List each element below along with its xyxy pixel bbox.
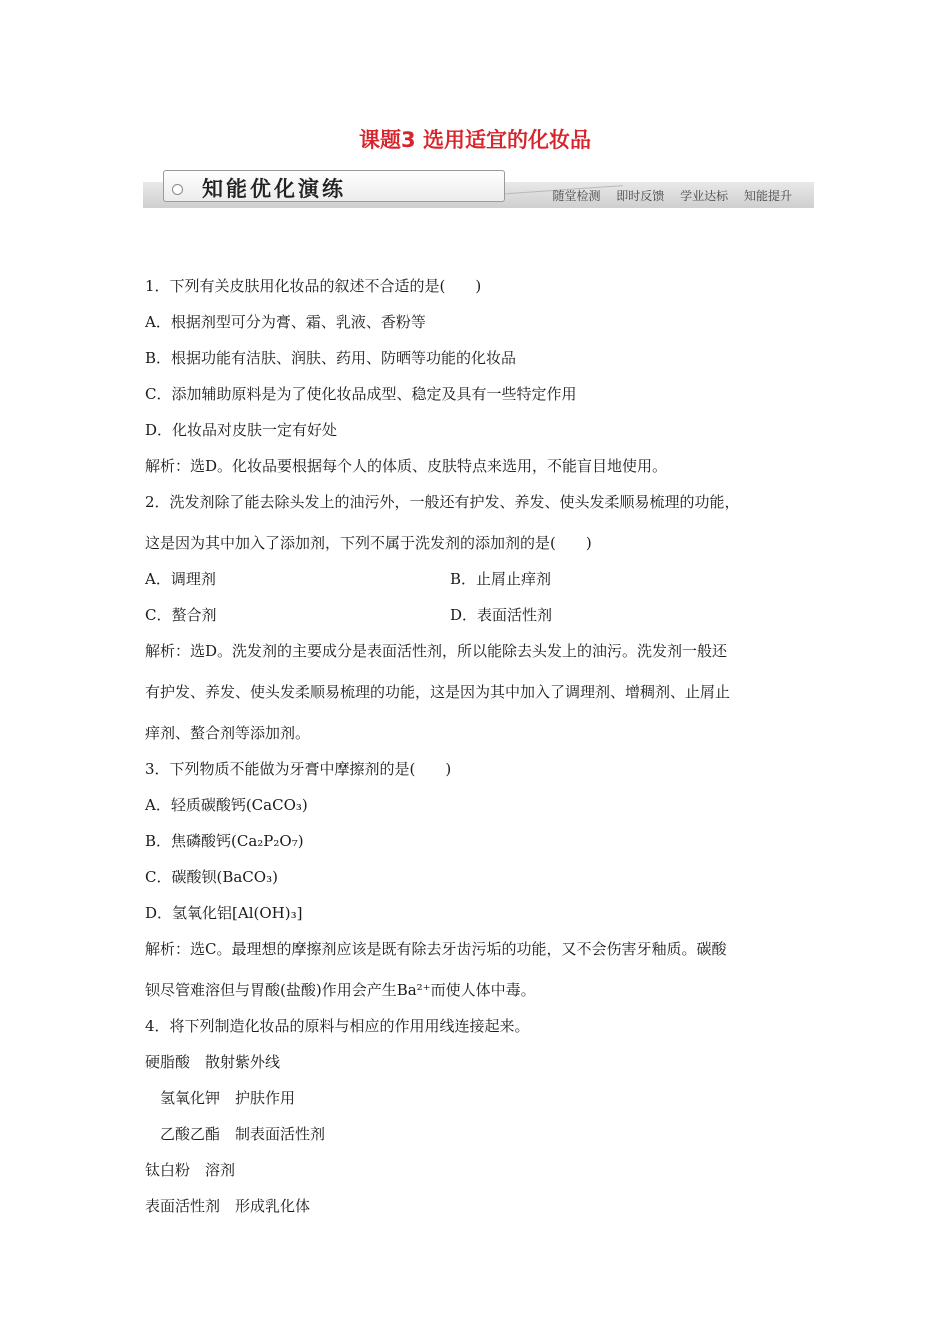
banner-tags <box>540 187 792 204</box>
q2-analysis-line3: 痒剂、螯合剂等添加剂。 <box>145 724 311 742</box>
q2-option-d: D．表面活性剂 <box>450 606 553 624</box>
banner-heading-box <box>163 170 505 202</box>
q2-stem-line1: 2．洗发剂除了能去除头发上的油污外，一般还有护发、养发、使头发柔顺易梳理的功能， <box>145 493 740 511</box>
q1-stem: 1．下列有关皮肤用化妆品的叙述不合适的是( ) <box>145 277 482 295</box>
q1-option-d: D．化妆品对皮肤一定有好处 <box>145 421 338 439</box>
q3-option-c: C．碳酸钡(BaCO₃) <box>145 868 278 886</box>
q3-option-a: A．轻质碳酸钙(CaCO₃) <box>145 796 308 814</box>
q2-analysis-line1: 解析：选D。洗发剂的主要成分是表面活性剂，所以能除去头发上的油污。洗发剂一般还 <box>145 642 728 660</box>
banner-tag: 知能提升 <box>743 189 792 203</box>
q4-pair: 氢氧化钾 护肤作用 <box>160 1089 296 1107</box>
q2-stem-line2: 这是因为其中加入了添加剂，下列不属于洗发剂的添加剂的是( ) <box>145 534 592 552</box>
banner-tag: 学业达标 <box>680 189 729 203</box>
q2-analysis-line2: 有护发、养发、使头发柔顺易梳理的功能，这是因为其中加入了调理剂、增稠剂、止屑止 <box>145 683 731 701</box>
q1-option-c: C．添加辅助原料是为了使化妆品成型、稳定及具有一些特定作用 <box>145 385 577 403</box>
q2-option-b: B．止屑止痒剂 <box>450 570 552 588</box>
q4-pair: 乙酸乙酯 制表面活性剂 <box>160 1125 326 1143</box>
banner-tag: 即时反馈 <box>616 189 665 203</box>
q2-option-a: A．调理剂 <box>145 570 216 588</box>
q1-option-b: B．根据功能有洁肤、润肤、药用、防晒等功能的化妆品 <box>145 349 517 367</box>
banner-tag: 随堂检测 <box>552 189 601 203</box>
banner-heading: 知能优化演练 <box>202 177 346 201</box>
q1-analysis: 解析：选D。化妆品要根据每个人的体质、皮肤特点来选用，不能盲目地使用。 <box>145 457 668 475</box>
q3-option-b: B．焦磷酸钙(Ca₂P₂O₇) <box>145 832 304 850</box>
q3-analysis-line2: 钡尽管难溶但与胃酸(盐酸)作用会产生Ba²⁺而使人体中毒。 <box>145 981 536 999</box>
bullet-icon <box>172 184 183 195</box>
q4-pair: 表面活性剂 形成乳化体 <box>145 1197 311 1215</box>
section-banner <box>143 168 814 208</box>
q4-pair: 钛白粉 溶剂 <box>145 1161 236 1179</box>
q3-option-d: D．氢氧化铝[Al(OH)₃] <box>145 904 303 922</box>
q3-analysis-line1: 解析：选C。最理想的摩擦剂应该是既有除去牙齿污垢的功能，又不会伤害牙釉质。碳酸 <box>145 940 727 958</box>
page-title: 课题3 选用适宜的化妆品 <box>359 128 591 152</box>
q4-pair: 硬脂酸 散射紫外线 <box>145 1053 281 1071</box>
q1-option-a: A．根据剂型可分为膏、霜、乳液、香粉等 <box>145 313 426 331</box>
q2-option-c: C．螯合剂 <box>145 606 217 624</box>
q4-stem: 4．将下列制造化妆品的原料与相应的作用用线连接起来。 <box>145 1017 530 1035</box>
q3-stem: 3．下列物质不能做为牙膏中摩擦剂的是( ) <box>145 760 452 778</box>
